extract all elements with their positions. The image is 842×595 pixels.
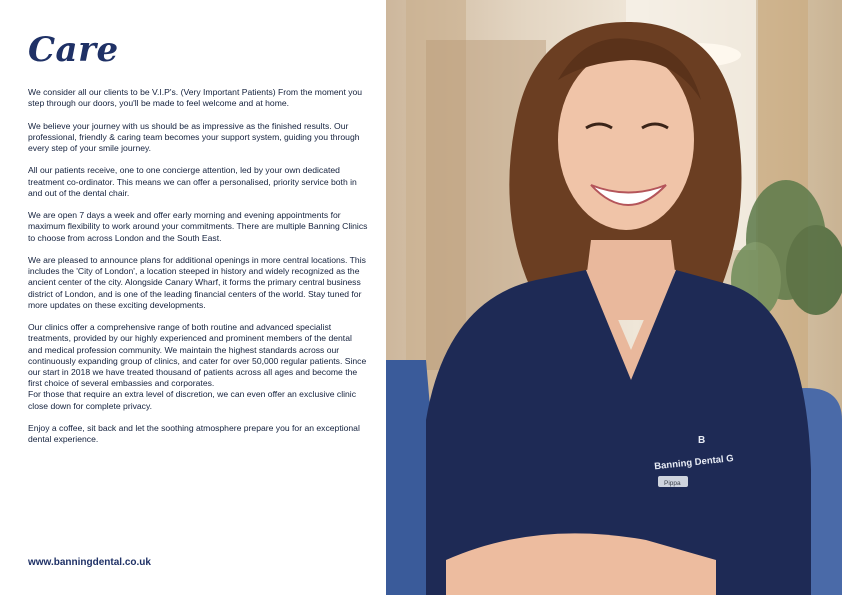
paragraph-vip: We consider all our clients to be V.I.P's. (Very Important Patients) From the moment you step through our doors, you'll be made to feel welcome and at home.: [28, 87, 363, 109]
name-tag-text: Pippa: [664, 480, 681, 487]
scrubs-logo-letter: B: [698, 435, 706, 446]
paragraph-coffee: Enjoy a coffee, sit back and let the soothing atmosphere prepare you for an exceptional dental experience.: [28, 423, 360, 445]
paragraph-concierge: All our patients receive, one to one concierge attention, led by your own dedicated treatment co-ordinator. This means we can offer a personalised, priority service both in and out of the dental chair.: [28, 165, 357, 198]
website-link[interactable]: www.banningdental.co.uk: [28, 557, 151, 568]
scrubs-logo-text: Banning Dental G: [653, 453, 735, 473]
page-title: Care: [28, 30, 119, 70]
paragraph-journey: We believe your journey with us should be as impressive as the finished results. Our professional, friendly & caring team becomes your support system, guiding you through every step of your smile journey.: [28, 120, 360, 153]
text-panel: [0, 0, 386, 595]
paragraph-new-locations: We are pleased to announce plans for additional openings in more central locations. This includes the 'City of London', a location steeped in history and widely recognized as the ancient center of the city. Alongside Canary Wharf, it forms the primary central business district of London, and is one of the leading financial centers of the world. Stay tuned for more updates on these exciting developments.: [28, 254, 366, 310]
body-text: [28, 87, 368, 457]
photo-illustration: [386, 0, 842, 595]
dentist-photo: [386, 0, 842, 595]
paragraph-opening-hours: We are open 7 days a week and offer early morning and evening appointments for maximum flexibility to work around your commitments. There are multiple Banning Clinics to choose from across London and the South East.: [28, 210, 368, 243]
paragraph-treatments: Our clinics offer a comprehensive range of both routine and advanced specialist treatments, provided by our highly experienced and prominent members of the dental and medical profession community. We maintain the highest standards across our continuously expanding group of clinics, and cater for over 50,000 regular patients. Since our start in 2018 we have treated thousand of patients across all ages and become the first choice of several embassies and corporates.: [28, 322, 367, 389]
paragraph-discretion: For those that require an extra level of discretion, we can even offer an exclusive clinic close down for complete privacy.: [28, 389, 357, 411]
